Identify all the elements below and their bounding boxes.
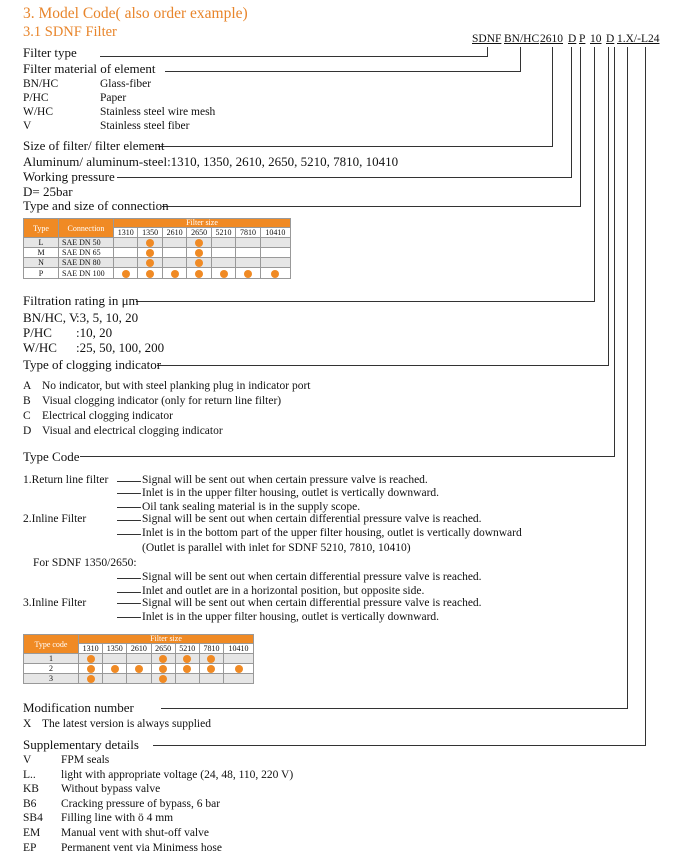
- conn-connection-cell: SAE DN 50: [59, 238, 114, 248]
- tc-size-col: 2650: [151, 644, 175, 654]
- availability-cell: [114, 268, 138, 278]
- availability-dot-icon: [159, 665, 167, 673]
- availability-cell: [260, 248, 290, 258]
- availability-cell: [114, 258, 138, 268]
- inline-note: (Outlet is parallel with inlet for SDNF 5210, 7810, 10410): [142, 542, 411, 554]
- type-code-table: [23, 634, 254, 684]
- code-part-rating: 10: [590, 33, 602, 45]
- clogging-desc: No indicator, but with steel planking plug in indicator port: [42, 380, 311, 392]
- inline-desc: Signal will be sent out when certain differential pressure valve is reached.: [142, 513, 482, 525]
- return-line-desc: Inlet is in the upper filter housing, outlet is vertically downward.: [142, 487, 440, 499]
- material-code: V: [23, 120, 32, 132]
- supplementary-title: Supplementary details: [23, 737, 139, 752]
- tc-code-cell: 3: [24, 674, 79, 684]
- availability-cell: [211, 268, 235, 278]
- material-code: P/HC: [23, 92, 49, 104]
- inline-desc: Inlet is in the bottom part of the upper filter housing, outlet is vertically downward: [142, 527, 522, 539]
- conn-size-col: 1310: [114, 228, 138, 238]
- conn-size-col: 7810: [236, 228, 260, 238]
- availability-dot-icon: [159, 655, 167, 663]
- connection-table: [23, 218, 291, 279]
- tc-size-col: 7810: [199, 644, 223, 654]
- availability-cell: [138, 268, 162, 278]
- pressure-title: Working pressure: [23, 169, 115, 184]
- tc-size-col: 1310: [79, 644, 103, 654]
- availability-cell: [224, 674, 254, 684]
- conn-size-col: 2650: [187, 228, 211, 238]
- inline3-label: 3.Inline Filter: [23, 597, 87, 609]
- availability-dot-icon: [122, 270, 130, 278]
- availability-dot-icon: [207, 665, 215, 673]
- modification-title: Modification number: [23, 700, 134, 715]
- code-part-indicator: D: [606, 33, 615, 45]
- conn-type-header: Type: [24, 219, 59, 238]
- clogging-code: A: [23, 380, 32, 392]
- supplementary-desc: Manual vent with shut-off valve: [61, 827, 209, 839]
- availability-cell: [187, 268, 211, 278]
- conn-size-col: 1350: [138, 228, 162, 238]
- supplementary-desc: Permanent vent via Minimess hose: [61, 841, 222, 854]
- modification-code: X: [23, 718, 32, 730]
- tc-size-col: 5210: [175, 644, 199, 654]
- availability-cell: [151, 654, 175, 664]
- availability-cell: [103, 674, 127, 684]
- tc-type-header: Type code: [24, 635, 79, 654]
- conn-size-col: 5210: [211, 228, 235, 238]
- availability-dot-icon: [220, 270, 228, 278]
- material-desc: Glass-fiber: [100, 78, 152, 90]
- conn-connection-header: Connection: [59, 219, 114, 238]
- code-part-type: 1.X/-L24: [617, 33, 660, 45]
- code-part-material: BN/HC: [504, 33, 540, 45]
- sub-heading: 3.1 SDNF Filter: [23, 24, 117, 40]
- conn-type-cell: P: [24, 268, 59, 278]
- availability-cell: [175, 664, 199, 674]
- availability-cell: [114, 248, 138, 258]
- availability-dot-icon: [146, 239, 154, 247]
- availability-cell: [162, 268, 186, 278]
- for-sdnf-desc: Inlet and outlet are in a horizontal position, but opposite side.: [142, 585, 425, 597]
- availability-dot-icon: [183, 665, 191, 673]
- availability-dot-icon: [235, 665, 243, 673]
- supplementary-code: EP: [23, 841, 37, 854]
- clogging-code: C: [23, 410, 31, 422]
- return-line-desc: Signal will be sent out when certain pressure valve is reached.: [142, 474, 428, 486]
- availability-cell: [151, 664, 175, 674]
- inline-label: 2.Inline Filter: [23, 513, 87, 525]
- availability-dot-icon: [183, 655, 191, 663]
- section-heading: 3. Model Code( also order example): [23, 5, 248, 22]
- clogging-title: Type of clogging indicator: [23, 357, 162, 372]
- filtration-title: Filtration rating in μm: [23, 293, 139, 308]
- availability-cell: [199, 674, 223, 684]
- modification-desc: The latest version is always supplied: [42, 718, 211, 730]
- table-row: [24, 654, 254, 664]
- size-text: Aluminum/ aluminum-steel:1310, 1350, 2610, 2650, 5210, 7810, 10410: [23, 154, 399, 169]
- filtration-value: :3, 5, 10, 20: [76, 310, 139, 325]
- availability-cell: [175, 654, 199, 664]
- for-sdnf-label: For SDNF 1350/2650:: [33, 557, 137, 569]
- supplementary-desc: Filling line with ö 4 mm: [61, 812, 174, 825]
- filter-material-title: Filter material of element: [23, 61, 156, 76]
- conn-connection-cell: SAE DN 65: [59, 248, 114, 258]
- supplementary-desc: Cracking pressure of bypass, 6 bar: [61, 797, 221, 810]
- tc-code-cell: 1: [24, 654, 79, 664]
- availability-cell: [199, 654, 223, 664]
- material-code: W/HC: [23, 106, 54, 118]
- conn-type-cell: L: [24, 238, 59, 248]
- conn-size-col: 2610: [162, 228, 186, 238]
- type-code-title: Type Code: [23, 449, 80, 464]
- availability-cell: [162, 238, 186, 248]
- conn-size-col: 10410: [260, 228, 290, 238]
- availability-dot-icon: [244, 270, 252, 278]
- tc-size-col: 10410: [224, 644, 254, 654]
- conn-type-cell: M: [24, 248, 59, 258]
- supplementary-desc: light with appropriate voltage (24, 48, 110, 220 V): [61, 768, 294, 781]
- availability-dot-icon: [111, 665, 119, 673]
- supplementary-code: B6: [23, 797, 37, 810]
- availability-cell: [114, 238, 138, 248]
- availability-cell: [103, 654, 127, 664]
- return-line-label: 1.Return line filter: [23, 474, 109, 486]
- availability-cell: [151, 674, 175, 684]
- availability-dot-icon: [87, 675, 95, 683]
- availability-cell: [103, 664, 127, 674]
- table-row: [24, 238, 291, 248]
- conn-connection-cell: SAE DN 100: [59, 268, 114, 278]
- supplementary-code: L..: [23, 768, 36, 781]
- availability-cell: [187, 248, 211, 258]
- for-sdnf-desc: Signal will be sent out when certain differential pressure valve is reached.: [142, 571, 482, 583]
- table-row: [24, 268, 291, 278]
- conn-size-header: Filter size: [114, 219, 291, 228]
- availability-cell: [224, 664, 254, 674]
- supplementary-desc: Without bypass valve: [61, 783, 161, 796]
- tc-code-cell: 2: [24, 664, 79, 674]
- availability-cell: [260, 238, 290, 248]
- availability-cell: [138, 248, 162, 258]
- availability-cell: [224, 654, 254, 664]
- availability-cell: [211, 248, 235, 258]
- availability-dot-icon: [146, 259, 154, 267]
- availability-dot-icon: [207, 655, 215, 663]
- table-row: [24, 664, 254, 674]
- availability-cell: [127, 654, 151, 664]
- material-desc: Stainless steel fiber: [100, 120, 190, 132]
- availability-cell: [79, 674, 103, 684]
- supplementary-code: SB4: [23, 812, 43, 825]
- code-part-series: SDNF: [472, 33, 502, 45]
- availability-dot-icon: [195, 270, 203, 278]
- clogging-desc: Visual and electrical clogging indicator: [42, 425, 223, 437]
- availability-cell: [211, 238, 235, 248]
- filtration-value: :25, 50, 100, 200: [76, 340, 165, 355]
- availability-cell: [236, 268, 260, 278]
- availability-cell: [236, 258, 260, 268]
- availability-cell: [211, 258, 235, 268]
- availability-cell: [187, 258, 211, 268]
- supplementary-code: KB: [23, 783, 39, 796]
- availability-dot-icon: [159, 675, 167, 683]
- availability-cell: [162, 248, 186, 258]
- return-line-desc: Oil tank sealing material is in the supply scope.: [142, 501, 361, 513]
- code-part-size: 2610: [540, 33, 563, 45]
- availability-dot-icon: [195, 249, 203, 257]
- conn-connection-cell: SAE DN 80: [59, 258, 114, 268]
- filtration-code: W/HC: [23, 340, 57, 355]
- clogging-code: B: [23, 395, 31, 407]
- code-part-pressure: D: [568, 33, 577, 45]
- inline3-desc: Inlet is in the upper filter housing, outlet is vertically downward.: [142, 611, 440, 623]
- availability-dot-icon: [135, 665, 143, 673]
- filtration-value: :10, 20: [76, 325, 113, 340]
- supplementary-desc: FPM seals: [61, 754, 110, 766]
- clogging-desc: Visual clogging indicator (only for return line filter): [42, 395, 282, 407]
- filtration-code: BN/HC, V: [23, 310, 79, 325]
- availability-cell: [260, 268, 290, 278]
- tc-size-col: 2610: [127, 644, 151, 654]
- availability-cell: [127, 674, 151, 684]
- availability-dot-icon: [87, 665, 95, 673]
- availability-dot-icon: [146, 249, 154, 257]
- supplementary-code: V: [23, 754, 32, 766]
- clogging-code: D: [23, 425, 32, 437]
- availability-cell: [175, 674, 199, 684]
- conn-type-cell: N: [24, 258, 59, 268]
- availability-dot-icon: [171, 270, 179, 278]
- availability-cell: [187, 238, 211, 248]
- filtration-code: P/HC: [23, 325, 52, 340]
- availability-cell: [199, 664, 223, 674]
- availability-dot-icon: [146, 270, 154, 278]
- availability-cell: [79, 654, 103, 664]
- filter-type-label: Filter type: [23, 45, 77, 60]
- supplementary-code: EM: [23, 827, 41, 839]
- availability-cell: [236, 238, 260, 248]
- availability-cell: [127, 664, 151, 674]
- availability-dot-icon: [87, 655, 95, 663]
- availability-cell: [236, 248, 260, 258]
- material-desc: Paper: [100, 92, 127, 104]
- availability-cell: [138, 258, 162, 268]
- material-code: BN/HC: [23, 78, 59, 90]
- table-row: [24, 674, 254, 684]
- availability-cell: [162, 258, 186, 268]
- availability-cell: [260, 258, 290, 268]
- clogging-desc: Electrical clogging indicator: [42, 410, 173, 422]
- connection-title: Type and size of connection: [23, 198, 169, 213]
- availability-cell: [138, 238, 162, 248]
- material-desc: Stainless steel wire mesh: [100, 106, 216, 118]
- table-row: [24, 248, 291, 258]
- availability-dot-icon: [195, 239, 203, 247]
- tc-size-col: 1350: [103, 644, 127, 654]
- code-part-connection: P: [579, 33, 586, 45]
- size-title: Size of filter/ filter element: [23, 138, 165, 153]
- inline3-desc: Signal will be sent out when certain differential pressure valve is reached.: [142, 597, 482, 609]
- availability-dot-icon: [195, 259, 203, 267]
- pressure-text: D= 25bar: [23, 184, 73, 199]
- table-row: [24, 258, 291, 268]
- tc-size-header: Filter size: [79, 635, 254, 644]
- availability-dot-icon: [271, 270, 279, 278]
- availability-cell: [79, 664, 103, 674]
